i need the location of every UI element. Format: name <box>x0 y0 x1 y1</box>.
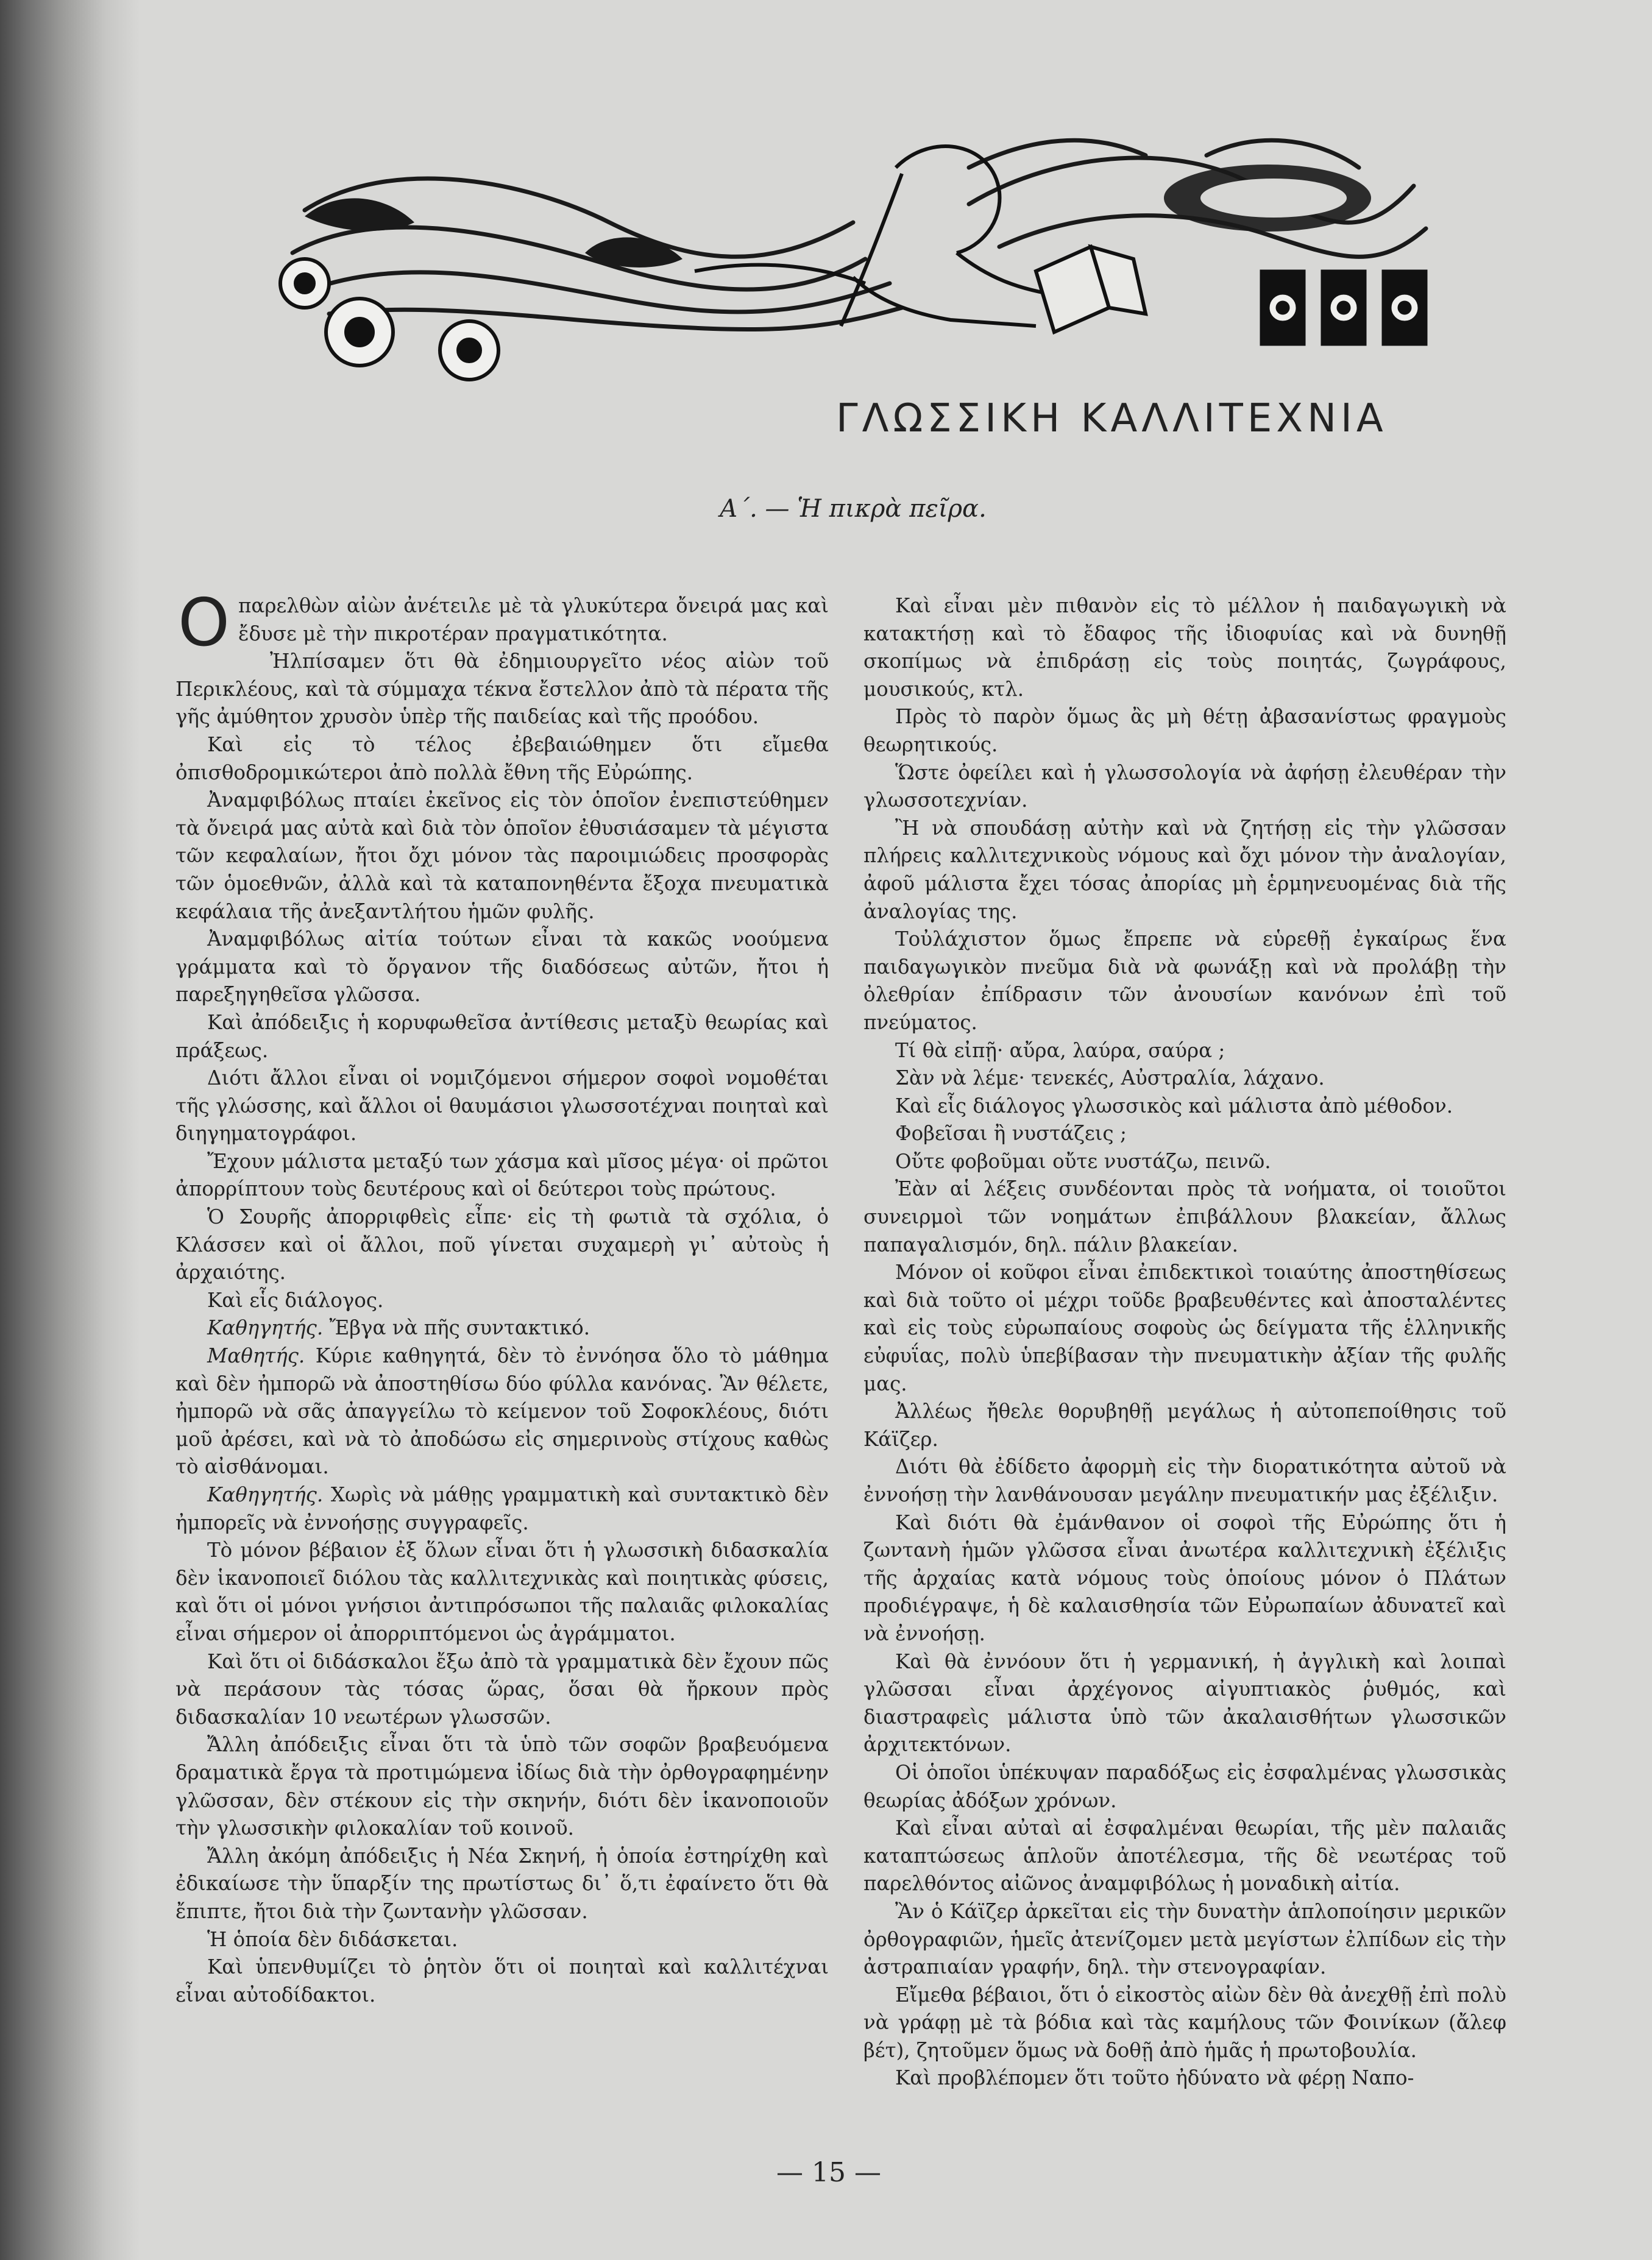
paragraph: Ἂν ὁ Κάϊζερ ἀρκεῖται εἰς τὴν δυνατὴν ἁπλοποίησιν μερικῶν ὀρθογραφιῶν, ἡμεῖς ἀτενίζομεν μετὰ μεγίστων ἐλπίδων εἰς τὴν ἀστραπιαίαν γραφήν, δηλ. τὴν στενογραφίαν. <box>863 1899 1506 1979</box>
paragraph: Ἀλλέως ἤθελε θορυβηθῇ μεγάλως ἡ αὐτοπεποίθησις τοῦ Κάϊζερ. <box>863 1400 1506 1451</box>
paragraph: Καὶ εἶναι μὲν πιθανὸν εἰς τὸ μέλλον ἡ παιδαγωγικὴ νὰ κατακτήσῃ καὶ τὸ ἔδαφος τῆς ἰδιοφυίας καὶ νὰ δυνηθῇ σκοπίμως νὰ ἐπιδράσῃ εἰς τοὺς ποιητάς, ζωγράφους, μουσικούς, κτλ. <box>863 594 1506 701</box>
paragraph: Καὶ ὅτι οἱ διδάσκαλοι ἔξω ἀπὸ τὰ γραμματικὰ δὲν ἔχουν πῶς νὰ περάσουν τὰς τόσας ὥρας, ὅσαι θὰ ἤρκουν πρὸς διδασκαλίαν 10 νεωτέρων γλωσσῶν. <box>175 1649 829 1729</box>
speaker-label: Καθηγητής. <box>207 1316 324 1340</box>
dialogue-line: Καθηγητής. Ἔβγα νὰ πῆς συντακτικό. <box>207 1316 590 1340</box>
binding-shadow <box>0 0 140 2260</box>
left-text-column <box>175 585 829 2152</box>
paragraph: Διότι θὰ ἐδίδετο ἀφορμὴ εἰς τὴν διορατικότητα αὐτοῦ νὰ ἐννοήσῃ τὴν λανθάνουσαν μεγάλην πνευματικήν μας ἐξέλιξιν. <box>863 1455 1506 1506</box>
paragraph: Καὶ εἷς διάλογος γλωσσικὸς καὶ μάλιστα ἀπὸ μέθοδον. <box>895 1094 1453 1118</box>
paragraph: Καὶ θὰ ἐννόουν ὅτι ἡ γερμανική, ἡ ἀγγλικὴ καὶ λοιπαὶ γλῶσσαι εἶναι ἀρχέγονος αἰγυπτιακὸς ῥυθμός, καὶ διαστραφεὶς μάλιστα ὑπὸ τῶν ἀκαλαισθήτων γλωσσικῶν ἀρχιτεκτόνων. <box>863 1649 1506 1757</box>
paragraph: Μόνον οἱ κοῦφοι εἶναι ἐπιδεκτικοὶ τοιαύτης ἀποστηθίσεως καὶ διὰ τοῦτο οἱ μέχρι τοῦδε βραβευθέντες καὶ ἀποσταλέντες καὶ εἰς τοὺς εὐρωπαίους σοφοὺς ὡς δείγματα τῆς ἑλληνικῆς εὐφυΐας, πολὺ ὑπεβίβασαν τὴν πνευματικὴν ἀξίαν τῆς φυλῆς μας. <box>863 1261 1506 1395</box>
paragraph: Καὶ εἷς διάλογος. <box>207 1288 384 1312</box>
paragraph: Τοὐλάχιστον ὅμως ἔπρεπε νὰ εὑρεθῇ ἐγκαίρως ἕνα παιδαγωγικὸν πνεῦμα διὰ νὰ φωνάξῃ καὶ νὰ προλάβῃ τὴν ὀλεθρίαν ἐπίδρασιν τῶν ἀνουσίων κανόνων ἐπὶ τοῦ πνεύματος. <box>863 927 1506 1034</box>
paragraph: Οπαρελθὼν αἰὼν ἀνέτειλε μὲ τὰ γλυκύτερα ὄνειρά μας καὶ ἔδυσε μὲ τὴν πικροτέραν πραγματικότητα. <box>178 585 829 661</box>
drop-cap: Ο <box>178 585 230 661</box>
dialogue-line: Μαθητής. Κύριε καθηγητά, δὲν τὸ ἐννόησα ὅλο τὸ μάθημα καὶ δὲν ἠμπορῶ νὰ ἀποστηθίσω δύο φύλλα κανόνας. Ἂν θέλετε, ἠμπορῶ νὰ σᾶς ἀπαγγείλω τὸ κείμενον τοῦ Σοφοκλέους, διότι μοῦ ἀρέσει, καὶ νὰ τὸ ἀποδώσω εἰς σημερινοὺς στίχους καθὼς τὸ αἰσθάνομαι. <box>175 1344 829 1479</box>
paragraph: Ἔχουν μάλιστα μεταξύ των χάσμα καὶ μῖσος μέγα· οἱ πρῶτοι ἀπορρίπτουν τοὺς δευτέρους καὶ οἱ δεύτεροι τοὺς πρώτους. <box>175 1149 829 1201</box>
paragraph: Ὁ Σουρῆς ἀπορριφθεὶς εἶπε· εἰς τὴ φωτιὰ τὰ σχόλια, ὁ Κλάσσεν καὶ οἱ ἄλλοι, ποῦ γίνεται συχαμερὴ γι᾽ αὐτοὺς ἡ ἀρχαιότης. <box>175 1205 829 1284</box>
paragraph: Καὶ ἀπόδειξις ἡ κορυφωθεῖσα ἀντίθεσις μεταξὺ θεωρίας καὶ πράξεως. <box>175 1010 829 1062</box>
paragraph: Καὶ προβλέπομεν ὅτι τοῦτο ἠδύνατο νὰ φέρῃ Ναπο- <box>895 2066 1414 2090</box>
paragraph: Τί θὰ εἰπῇ· αὔρα, λαύρα, σαύρα ; <box>895 1038 1225 1062</box>
rose-ornaments <box>280 259 498 380</box>
paragraph: Ἐὰν αἱ λέξεις συνδέονται πρὸς τὰ νοήματα, οἱ τοιοῦτοι συνειρμοὶ τῶν νοημάτων ἐπιβάλλουν βλακείαν, ἄλλως παπαγαλισμόν, δηλ. πάλιν βλακείαν. <box>863 1177 1506 1256</box>
article-title: ΓΛΩΣΣΙΚΗ ΚΑΛΛΙΤΕΧΝΙΑ <box>836 396 1388 441</box>
paragraph: Σὰν νὰ λέμε· τενεκές, Αὐστραλία, λάχανο. <box>895 1066 1325 1090</box>
paragraph: Οὔτε φοβοῦμαι οὔτε νυστάζω, πεινῶ. <box>895 1149 1271 1173</box>
paragraph: Οἱ ὁποῖοι ὑπέκυψαν παραδόξως εἰς ἐσφαλμένας γλωσσικὰς θεωρίας ἀδόξων χρόνων. <box>863 1760 1506 1812</box>
paragraph: Πρὸς τὸ παρὸν ὅμως ἂς μὴ θέτῃ ἀβασανίστως φραγμοὺς θεωρητικούς. <box>863 705 1506 756</box>
paragraph: Ἄλλη ἀπόδειξις εἶναι ὅτι τὰ ὑπὸ τῶν σοφῶν βραβευόμενα δραματικὰ ἔργα τὰ προτιμώμενα ἰδίως διὰ τὴν ὀρθογραφημένην γλῶσσαν, δὲν στέκουν εἰς τὴν σκηνήν, διότι δὲν ἱκανοποιοῦν τὴν γλωσσικὴν φιλοκαλίαν τοῦ κοινοῦ. <box>175 1733 829 1840</box>
paragraph: Φοβεῖσαι ἢ νυστάζεις ; <box>895 1122 1127 1146</box>
page-number: — 15 — <box>776 2157 881 2188</box>
dialogue-line: Καθηγητής. Χωρὶς νὰ μάθῃς γραμματικὴ καὶ συντακτικὸ δὲν ἠμπορεῖς νὰ ἐννοήσῃς συγγραφεῖς. <box>175 1483 829 1534</box>
paragraph: Ἡ ὁποία δὲν διδάσκεται. <box>207 1927 458 1951</box>
decorative-tiles <box>1261 271 1426 344</box>
speaker-label: Καθηγητής. <box>207 1483 324 1506</box>
paragraph: Ἀναμφιβόλως πταίει ἐκεῖνος εἰς τὸν ὁποῖον ἐνεπιστεύθημεν τὰ ὄνειρά μας αὐτὰ καὶ διὰ τὸν ὁποῖον ἐθυσιάσαμεν τὰ μέγιστα τῶν κεφαλαίων, ἤτοι ὄχι μόνον τὰς παροιμιώδεις προσφορὰς τῶν ὁμοεθνῶν, ἀλλὰ καὶ τὰ καταπονηθέντα ἔξοχα πνευματικὰ κεφάλαια τῆς ἀνεξαντλήτου ἡμῶν φυλῆς. <box>175 788 829 923</box>
paragraph: Τὸ μόνον βέβαιον ἐξ ὅλων εἶναι ὅτι ἡ γλωσσικὴ διδασκαλία δὲν ἱκανοποιεῖ διόλου τὰς καλλιτεχνικὰς καὶ ποιητικὰς φύσεις, καὶ ὅτι οἱ μόνοι γνήσιοι ἀντιπρόσωποι τῆς παλαιᾶς φιλοκαλίας εἶναι σήμερον οἱ ἀπορριπτόμενοι ὡς ἀγράμματοι. <box>175 1539 829 1645</box>
paragraph: Καὶ εἶναι αὐταὶ αἱ ἐσφαλμέναι θεωρίαι, τῆς μὲν παλαιᾶς καταπτώσεως ἁπλοῦν ἀποτέλεσμα, τῆς δὲ νεωτέρας τοῦ παρελθόντος αἰῶνος ἀναμφιβόλως ἡ μοναδικὴ αἰτία. <box>863 1816 1506 1896</box>
paragraph: Καὶ ὑπενθυμίζει τὸ ῥητὸν ὅτι οἱ ποιηταὶ καὶ καλλιτέχναι εἶναι αὐτοδίδακτοι. <box>175 1955 829 2007</box>
paragraph: Καὶ εἰς τὸ τέλος ἐβεβαιώθημεν ὅτι εἴμεθα ὀπισθοδρομικώτεροι ἀπὸ πολλὰ ἔθνη τῆς Εὐρώπης. <box>175 732 829 784</box>
right-text-column <box>863 592 1506 2152</box>
open-book <box>1036 247 1146 332</box>
article-subtitle: Α΄. — Ἡ πικρὰ πεῖρα. <box>720 495 987 523</box>
paragraph: Ἀναμφιβόλως αἰτία τούτων εἶναι τὰ κακῶς νοούμενα γράμματα καὶ τὸ ὄργανον τῆς διαδόσεως αὐτῶν, ἤτοι ἡ παρεξηγηθεῖσα γλῶσσα. <box>175 927 829 1007</box>
paragraph: Ἄλλη ἀκόμη ἀπόδειξις ἡ Νέα Σκηνή, ἡ ὁποία ἐστηρίχθη καὶ ἐδικαίωσε τὴν ὕπαρξίν της πρωτίστως δι᾽ ὅ,τι ἐφαίνετο ὅτι θὰ ἔπιπτε, ἤτοι διὰ τὴν ζωντανὴν γλῶσσαν. <box>175 1844 829 1923</box>
paragraph: Διότι ἄλλοι εἶναι οἱ νομιζόμενοι σήμερον σοφοὶ νομοθέται τῆς γλώσσης, καὶ ἄλλοι οἱ θαυμάσιοι γλωσσοτέχναι ποιηταὶ καὶ διηγηματογράφοι. <box>175 1066 829 1146</box>
paragraph: Καὶ διότι θὰ ἐμάνθανον οἱ σοφοὶ τῆς Εὐρώπης ὅτι ἡ ζωντανὴ ἡμῶν γλῶσσα εἶναι ἀνωτέρα καλλιτεχνικὴ ἐξέλιξις τῆς ἀρχαίας κατὰ νόμους τοὺς ὁποίους μόνον ὁ Πλάτων προδιέγραψε, ἡ δὲ καλαισθησία τῶν Εὐρωπαίων ἀδυνατεῖ καὶ νὰ ἐννοήσῃ. <box>863 1511 1506 1645</box>
woman-reading-figure <box>695 146 1060 326</box>
paragraph: Ὥστε ὀφείλει καὶ ἡ γλωσσολογία νὰ ἀφήσῃ ἐλευθέραν τὴν γλωσσοτεχνίαν. <box>863 760 1506 812</box>
paragraph: Ἠλπίσαμεν ὅτι θὰ ἐδημιουργεῖτο νέος αἰὼν τοῦ Περικλέους, καὶ τὰ σύμμαχα τέκνα ἔστελλον ἀπὸ τὰ πέρατα τῆς γῆς ἀμύθητον χρυσὸν ὑπὲρ τῆς παιδείας καὶ τῆς προόδου. <box>175 650 829 729</box>
art-nouveau-headpiece-illustration <box>268 131 1444 399</box>
paragraph: Ἢ νὰ σπουδάσῃ αὐτὴν καὶ νὰ ζητήσῃ εἰς τὴν γλῶσσαν πλήρεις καλλιτεχνικοὺς νόμους καὶ ὄχι μόνον τὴν ἀναλογίαν, ἀφοῦ μάλιστα ἔχει τόσας ἀπορίας μὴ ἑρμηνευομένας διὰ τῆς ἀναλογίας της. <box>863 816 1506 923</box>
speaker-label: Μαθητής. <box>207 1344 305 1368</box>
paragraph: Εἴμεθα βέβαιοι, ὅτι ὁ εἰκοστὸς αἰὼν δὲν θὰ ἀνεχθῇ ἐπὶ πολὺ νὰ γράφῃ μὲ τὰ βόδια καὶ τὰς καμήλους τῶν Φοινίκων (ἄλεφ βέτ), ζητοῦμεν ὅμως νὰ δοθῇ ἀπὸ ἡμᾶς ἡ πρωτοβουλία. <box>863 1983 1506 2062</box>
